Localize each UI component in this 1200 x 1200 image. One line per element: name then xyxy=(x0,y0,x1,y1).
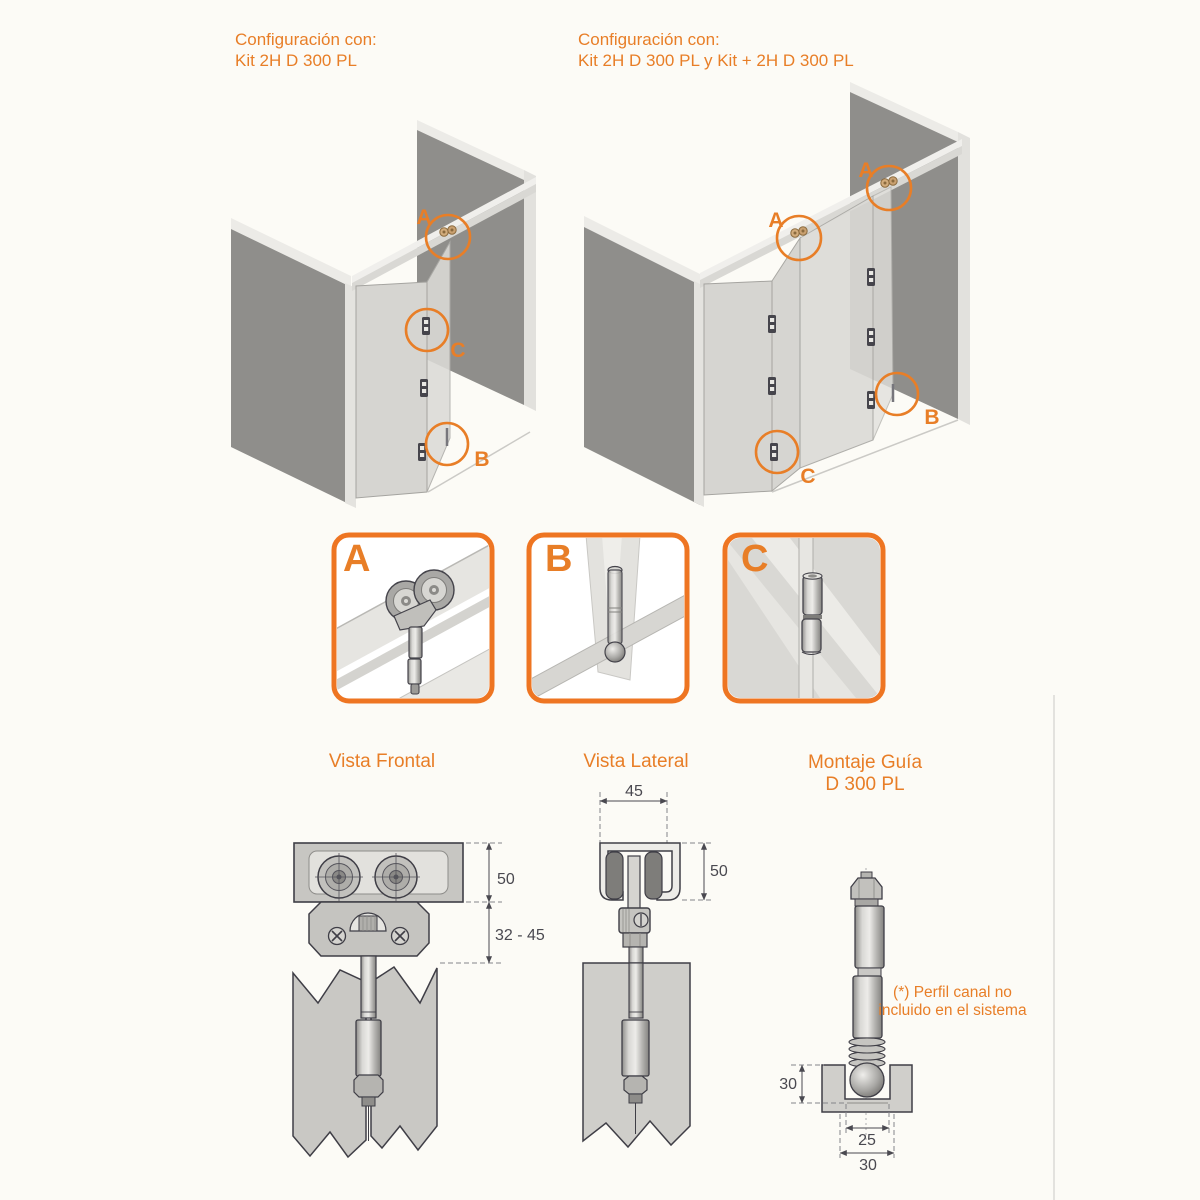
pivot-tip xyxy=(629,1094,642,1103)
detail-box-c xyxy=(725,535,883,701)
spring-coil xyxy=(849,1038,885,1046)
adjust-nut xyxy=(359,916,377,931)
dim-track-height: 50 xyxy=(710,863,728,880)
hex-nut xyxy=(354,1075,383,1097)
left-wall-corner-strip xyxy=(345,283,356,508)
config-right-title xyxy=(578,29,854,71)
callout-letter-a1: A xyxy=(768,209,784,232)
trolley-wheel-side xyxy=(645,852,662,899)
pivot-cylinder xyxy=(622,1020,649,1076)
collar xyxy=(855,899,878,906)
montaje-guia-drawing xyxy=(779,868,912,1174)
door-panel-4 xyxy=(873,187,893,440)
hinge-icon xyxy=(770,443,778,461)
montaje-guia-line2: D 300 PL xyxy=(825,774,905,795)
guide-ball xyxy=(850,1063,884,1097)
channel-note-line1: (*) Perfil canal no xyxy=(893,984,1012,1001)
right-wall-side-strip xyxy=(524,170,536,411)
screw-icon xyxy=(392,928,409,945)
hinge-pin-tip xyxy=(411,684,419,694)
dim-channel-depth: 30 xyxy=(779,1076,797,1093)
callout-letter-c: C xyxy=(450,339,466,362)
joint xyxy=(858,968,881,976)
hex-nut xyxy=(623,933,647,947)
suspension-rod-inner xyxy=(629,963,643,1018)
right-wall-side-strip xyxy=(958,132,970,425)
callout-letter-a2: A xyxy=(858,159,874,182)
hinge-barrel-upper xyxy=(803,576,822,615)
detail-box-b xyxy=(529,535,687,701)
hinge-pin-upper xyxy=(409,627,422,658)
hinge-icon xyxy=(867,391,875,409)
montaje-guia-line1: Montaje Guía xyxy=(807,752,923,773)
montaje-guia-label xyxy=(775,752,955,796)
channel-note xyxy=(855,984,1050,1020)
hex-nut-inner xyxy=(624,1076,647,1094)
detail-box-c-label: C xyxy=(741,538,769,580)
door-panel-3 xyxy=(800,196,873,468)
hinge-pin-lower xyxy=(408,659,421,684)
upper-cylinder xyxy=(855,906,884,968)
dim-track-height: 50 xyxy=(497,871,515,888)
door-panel-left xyxy=(293,970,366,1157)
callout-letter-b: B xyxy=(474,448,490,471)
detail-box-b-label: B xyxy=(545,538,573,580)
pivot-tip xyxy=(362,1097,375,1106)
suspension-rod xyxy=(361,956,376,1018)
door-panel-far xyxy=(427,242,450,492)
vista-frontal-drawing xyxy=(293,843,545,1157)
callout-letter-c: C xyxy=(800,465,816,488)
vista-frontal-label: Vista Frontal xyxy=(328,751,436,772)
config-left-line2: Kit 2H D 300 PL xyxy=(235,51,357,70)
dim-suspension-range: 32 - 45 xyxy=(495,927,545,944)
config-right-line1: Configuración con: xyxy=(578,30,720,49)
dim-channel-outer-width: 30 xyxy=(859,1157,877,1174)
left-wall-corner-strip xyxy=(694,281,704,507)
hinge-barrel-lower xyxy=(802,619,821,652)
callout-letter-b: B xyxy=(924,406,940,429)
config-left-title xyxy=(235,29,377,71)
guide-pin-ball xyxy=(605,642,625,662)
screw-icon xyxy=(329,928,346,945)
hinge-icon xyxy=(420,379,428,397)
detail-box-a-label: A xyxy=(343,538,371,580)
diagram-kit-double xyxy=(584,82,970,507)
door-panel-near xyxy=(356,282,427,498)
hinge-icon xyxy=(867,328,875,346)
callout-letter-a: A xyxy=(416,206,432,229)
hinge-icon xyxy=(768,377,776,395)
diagram-kit-single xyxy=(231,120,536,508)
channel-note-line2: incluido en el sistema xyxy=(878,1002,1027,1019)
detail-box-a xyxy=(330,535,495,701)
hex-head xyxy=(851,878,882,899)
pivot-cylinder xyxy=(356,1020,381,1076)
config-right-line2: Kit 2H D 300 PL y Kit + 2H D 300 PL xyxy=(578,51,854,70)
trolley-wheel-side xyxy=(606,852,623,899)
guide-pin-body xyxy=(608,570,622,644)
config-left-line1: Configuración con: xyxy=(235,30,377,49)
dim-track-width: 45 xyxy=(625,783,643,800)
door-panel-1 xyxy=(704,281,772,495)
dim-channel-inner-width: 25 xyxy=(858,1132,876,1149)
hinge-icon xyxy=(867,268,875,286)
vista-lateral-label: Vista Lateral xyxy=(583,751,689,772)
vista-lateral-drawing xyxy=(583,783,728,1147)
hinge-icon xyxy=(768,315,776,333)
hinge-icon xyxy=(422,317,430,335)
hinge-barrel-bore xyxy=(808,574,817,577)
